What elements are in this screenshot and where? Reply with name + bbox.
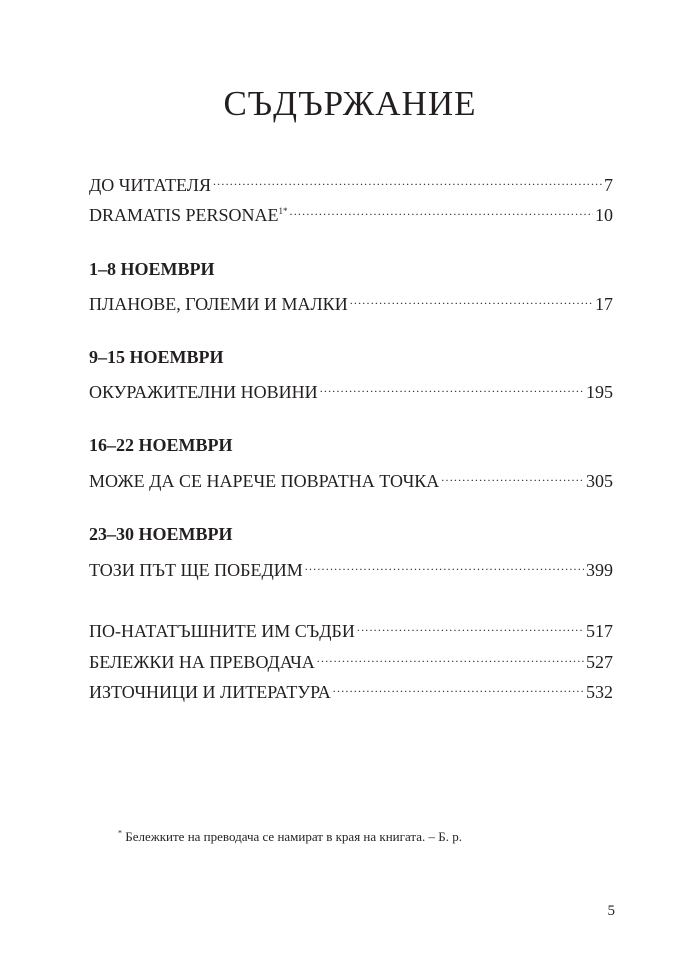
toc-entry-section-2[interactable]: [89, 376, 613, 403]
dot-leader: [213, 169, 602, 191]
dot-leader: [305, 554, 584, 576]
dot-leader: [290, 199, 593, 221]
toc-page-number: 7: [604, 175, 613, 195]
toc-page-number: 17: [595, 294, 613, 314]
toc-entry-sources[interactable]: [89, 676, 613, 703]
toc-entry-label: ТОЗИ ПЪТ ЩЕ ПОБЕДИМ: [89, 560, 303, 580]
dot-leader: [350, 288, 593, 310]
toc-entry-fates[interactable]: [89, 615, 613, 642]
toc-entry-text: DRAMATIS PERSONAE: [89, 205, 279, 225]
dot-leader: [441, 465, 584, 487]
dot-leader: [333, 676, 584, 698]
toc-page-number: 399: [586, 560, 613, 580]
footnote: [118, 829, 462, 845]
section-heading-3: 16–22 НОЕМВРИ: [89, 435, 233, 455]
dot-leader: [317, 646, 584, 668]
toc-entry-label: ДО ЧИТАТЕЛЯ: [89, 175, 211, 195]
toc-entry-label: БЕЛЕЖКИ НА ПРЕВОДАЧА: [89, 652, 315, 672]
toc-entry-section-3[interactable]: [89, 465, 613, 492]
toc-entry-label: ИЗТОЧНИЦИ И ЛИТЕРАТУРА: [89, 682, 331, 702]
section-heading-2: 9–15 НОЕМВРИ: [89, 347, 224, 367]
toc-entry-label: ПО-НАТАТЪШНИТЕ ИМ СЪДБИ: [89, 621, 355, 641]
page-number: 5: [607, 903, 615, 919]
toc-page-number: 527: [586, 652, 613, 672]
toc-entry-section-1[interactable]: [89, 288, 613, 315]
toc-page-number: 532: [586, 682, 613, 702]
toc-page-number: 195: [586, 382, 613, 402]
section-heading-4: 23–30 НОЕМВРИ: [89, 524, 233, 544]
footnote-marker: *: [118, 828, 122, 838]
dot-leader: [320, 376, 584, 398]
toc-page-number: 517: [586, 621, 613, 641]
page-title: СЪДЪРЖАНИЕ: [223, 84, 477, 123]
toc-entry-dramatis-personae[interactable]: [89, 199, 613, 226]
dot-leader: [357, 615, 584, 637]
toc-page-number: 305: [586, 471, 613, 491]
footnote-text: Бележките на преводача се намират в края на книгата. – Б. р.: [122, 829, 462, 844]
toc-entry-label: [89, 204, 288, 226]
toc-page-number: 10: [595, 205, 613, 225]
toc-entry-section-4[interactable]: [89, 554, 613, 581]
toc-entry-translator-notes[interactable]: [89, 646, 613, 673]
section-heading-1: 1–8 НОЕМВРИ: [89, 259, 215, 279]
footnote-reference: 1*: [278, 206, 288, 216]
toc-entry-label: МОЖЕ ДА СЕ НАРЕЧЕ ПОВРАТНА ТОЧКА: [89, 471, 440, 491]
toc-entry-label: ПЛАНОВЕ, ГОЛЕМИ И МАЛКИ: [89, 294, 348, 314]
toc-entry-label: ОКУРАЖИТЕЛНИ НОВИНИ: [89, 382, 318, 402]
toc-entry-to-reader[interactable]: [89, 169, 613, 196]
